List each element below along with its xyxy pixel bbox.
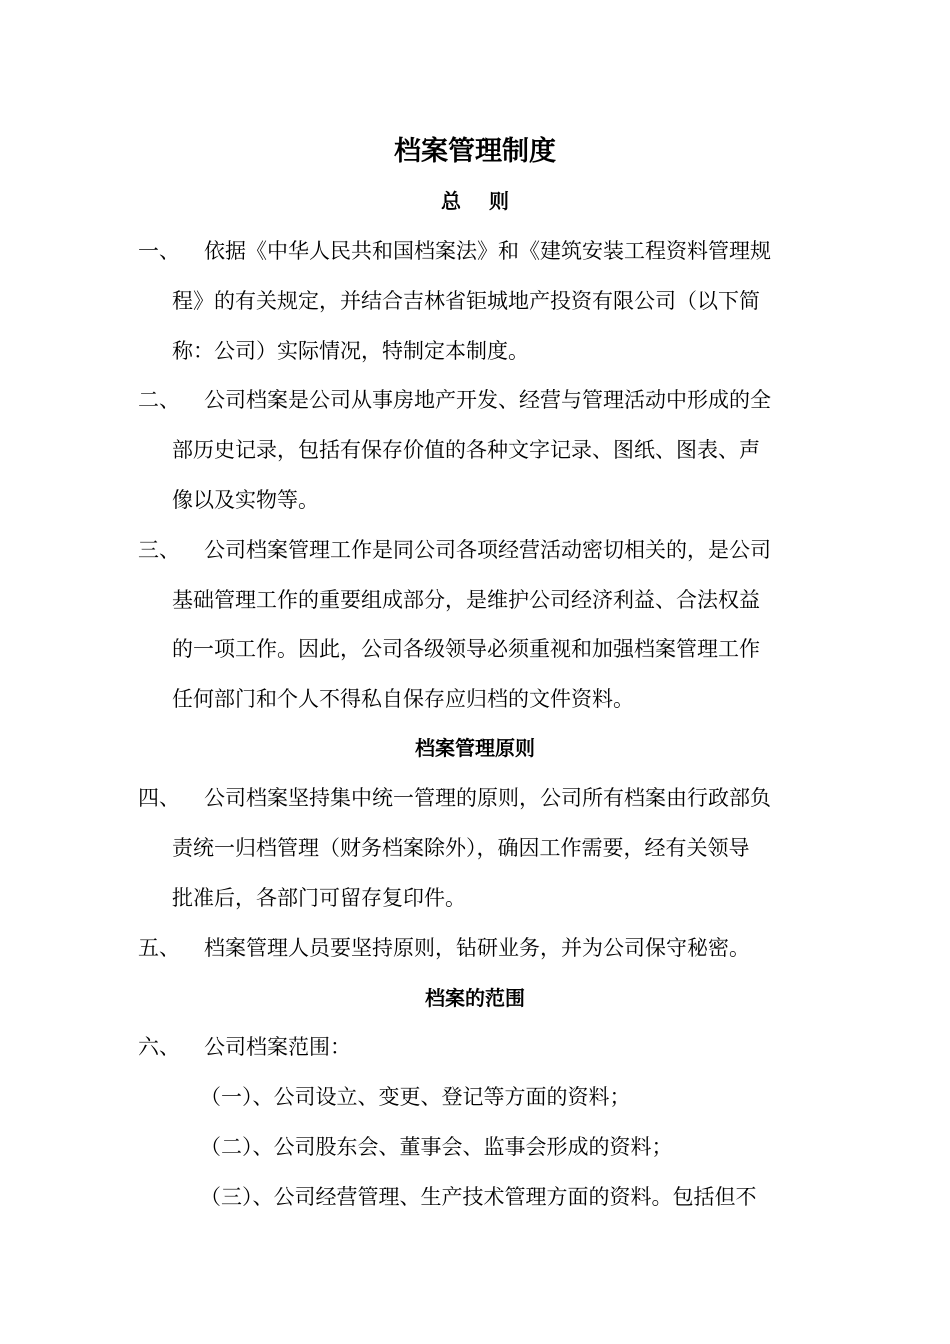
article-line: 称：公司）实际情况，特制定本制度。 <box>172 339 529 363</box>
article-line: 公司档案管理工作是同公司各项经营活动密切相关的，是公司 <box>204 538 771 562</box>
article-line: 基础管理工作的重要组成部分，是维护公司经济利益、合法权益 <box>172 588 760 612</box>
article-number: 三、 <box>138 538 180 562</box>
article-line: 部历史记录，包括有保存价值的各种文字记录、图纸、图表、声 <box>172 438 760 462</box>
article-line: 批准后，各部门可留存复印件。 <box>172 886 466 910</box>
sub-item: （三）、公司经营管理、生产技术管理方面的资料。包括但不 <box>200 1185 757 1209</box>
article-number: 四、 <box>138 786 180 810</box>
article-line: 的一项工作。因此，公司各级领导必须重视和加强档案管理工作 <box>172 637 760 661</box>
article-line: 任何部门和个人不得私自保存应归档的文件资料。 <box>172 687 634 711</box>
article-line: 依据《中华人民共和国档案法》和《建筑安装工程资料管理规 <box>204 239 771 263</box>
article-line: 程》的有关规定，并结合吉林省钜城地产投资有限公司（以下简 <box>172 289 760 313</box>
article-line: 责统一归档管理（财务档案除外），确因工作需要，经有关领导 <box>172 836 750 860</box>
article-line: 像以及实物等。 <box>172 488 319 512</box>
article-number: 五、 <box>138 936 180 960</box>
article-number: 二、 <box>138 388 180 412</box>
article-line: 公司档案范围： <box>204 1035 351 1059</box>
section-heading-scope: 档案的范围 <box>425 986 525 1010</box>
article-line: 公司档案是公司从事房地产开发、经营与管理活动中形成的全 <box>204 388 771 412</box>
sub-item: （一）、公司设立、变更、登记等方面的资料； <box>200 1085 631 1109</box>
article-line: 档案管理人员要坚持原则，钻研业务，并为公司保守秘密。 <box>204 936 750 960</box>
article-number: 六、 <box>138 1035 180 1059</box>
document-title: 档案管理制度 <box>394 136 556 167</box>
sub-item: （二）、公司股东会、董事会、监事会形成的资料； <box>200 1135 673 1159</box>
section-heading-principles: 档案管理原则 <box>415 736 535 760</box>
section-heading-general: 总则 <box>441 189 537 213</box>
article-line: 公司档案坚持集中统一管理的原则，公司所有档案由行政部负 <box>204 786 771 810</box>
article-number: 一、 <box>138 239 180 263</box>
